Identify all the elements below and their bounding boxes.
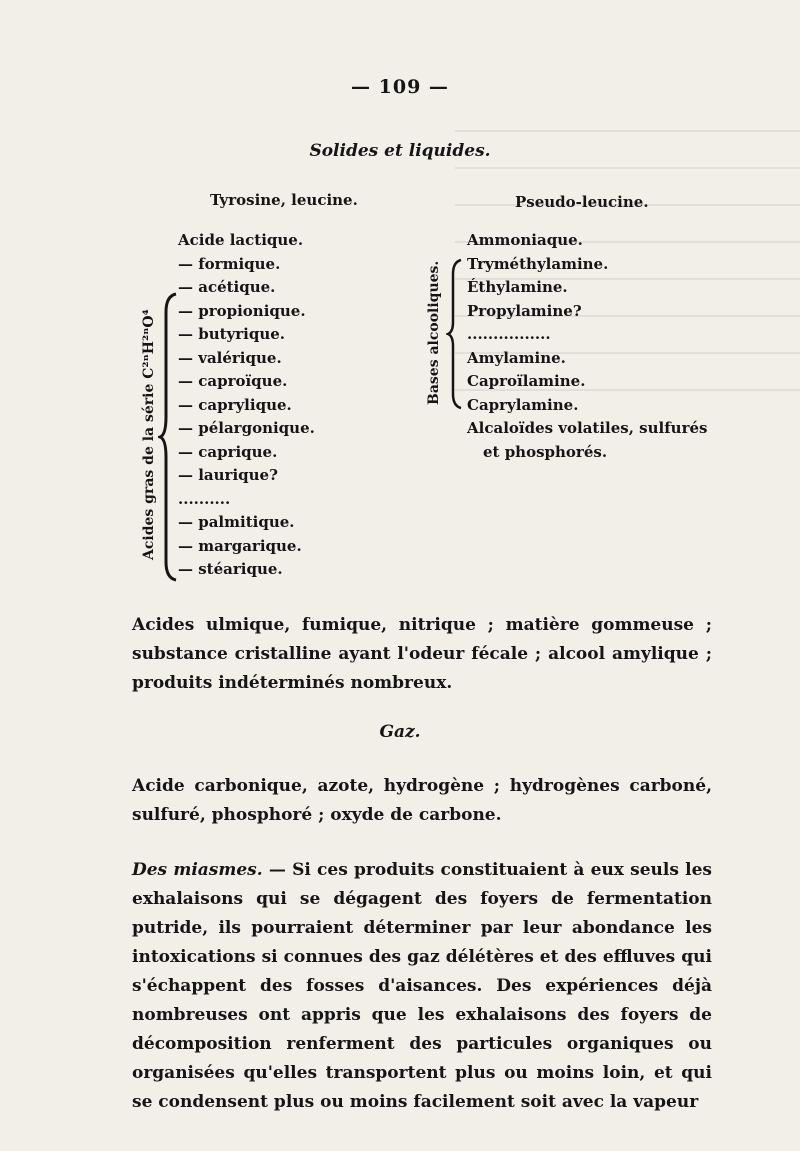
list-item: ................: [467, 325, 551, 343]
list-item: — caprique.: [178, 442, 278, 461]
bases-brace-icon: [446, 258, 464, 410]
list-item: et phosphorés.: [483, 442, 608, 461]
list-item: — acétique.: [178, 278, 276, 296]
list-item: — caprylique.: [178, 395, 292, 414]
list-item: — margarique.: [178, 536, 302, 555]
list-item: Propylamine?: [467, 301, 582, 320]
list-item: — caproïque.: [178, 372, 288, 390]
list-item: Amylamine.: [467, 348, 566, 367]
list-item: — propionique.: [178, 301, 306, 320]
bases-list: [467, 229, 707, 464]
bases-group-label: Bases alcooliques.: [426, 260, 442, 405]
miasmes-paragraph: [132, 856, 712, 1117]
list-item: Caproïlamine.: [467, 372, 586, 390]
list-item: — stéarique.: [178, 560, 283, 578]
acids-brace-icon: [158, 292, 180, 582]
list-item: — butyrique.: [178, 325, 286, 343]
right-column-heading: Pseudo-leucine.: [515, 193, 649, 211]
section-title-solids: Solides et liquides.: [309, 141, 491, 161]
acids-list: [178, 229, 315, 582]
section-title-gaz: Gaz.: [379, 722, 421, 742]
miasmes-text: — Si ces produits constituaient à eux seuls les exhalaisons qui se dégagent des foyers de fermentation putride, ils pourraient déterminer par leur abondance les intoxications si connues des gaz délétères et des effluves qui s'échappent des fosses d'aisances. Des expériences déjà nombreuses ont appris que les exhalaisons des foyers de décomposition renferment des particules organiques ou organisées qu'elles transportent plus ou moins loin, et qui se condensent plus ou moins facilement soit avec la vapeur: [132, 860, 712, 1112]
list-item: — formique.: [178, 254, 281, 273]
list-item: Éthylamine.: [467, 278, 568, 296]
left-column-heading: Tyrosine, leucine.: [210, 191, 358, 209]
list-item: — palmitique.: [178, 513, 295, 531]
list-item: — valérique.: [178, 348, 282, 367]
list-item: ..........: [178, 489, 231, 508]
page-number: — 109 —: [351, 76, 449, 98]
list-item: Caprylamine.: [467, 395, 579, 414]
list-item: Ammoniaque.: [467, 231, 583, 249]
list-item: Acide lactique.: [178, 231, 304, 249]
list-item: Tryméthylamine.: [467, 254, 609, 273]
list-item: — pélargonique.: [178, 419, 315, 437]
acids-paragraph: Acides ulmique, fumique, nitrique ; matière gommeuse ; substance cristalline ayant l'odeur fécale ; alcool amylique ; produits indéterminés nombreux.: [132, 615, 712, 693]
gaz-paragraph: Acide carbonique, azote, hydrogène ; hydrogènes carboné, sulfuré, phosphoré ; oxyde de carbone.: [132, 776, 712, 825]
miasmes-lead: Des miasmes.: [132, 860, 263, 880]
list-item: — laurique?: [178, 466, 278, 484]
acids-group-label: Acides gras de la série C²ⁿH²ⁿO⁴: [141, 309, 157, 560]
list-item: Alcaloïdes volatiles, sulfurés: [467, 419, 708, 437]
